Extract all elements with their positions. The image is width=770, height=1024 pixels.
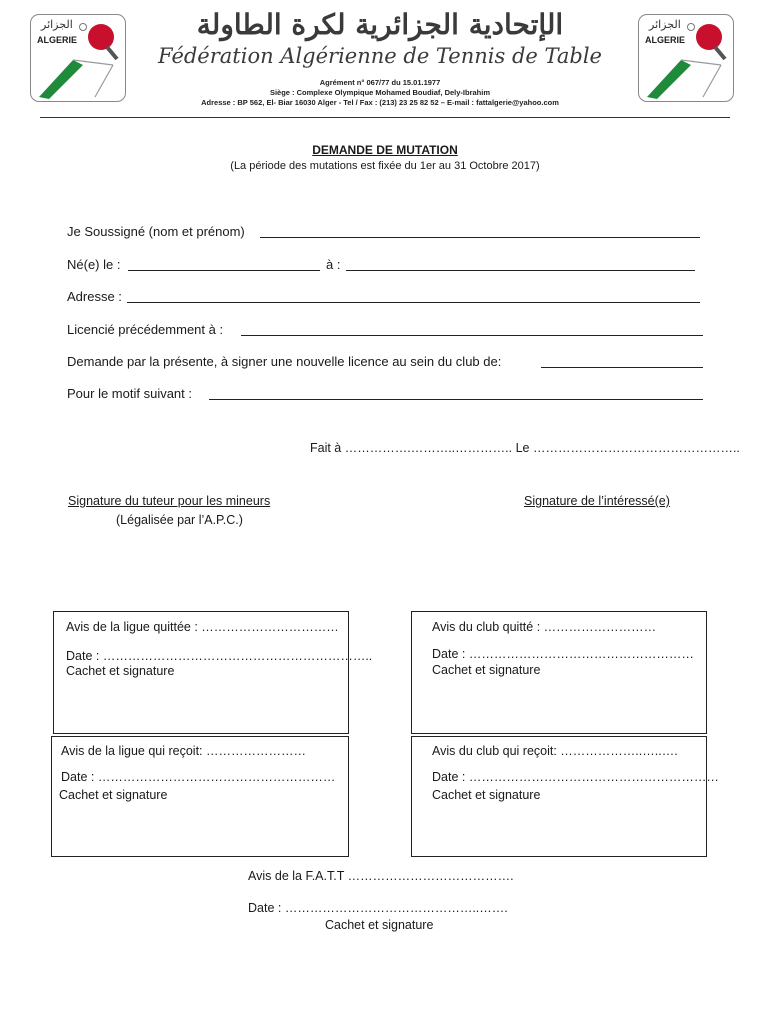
ligue-quittee-date: Date : ……………………………………………………….. bbox=[66, 649, 373, 663]
table-tennis-logo-icon bbox=[639, 15, 733, 101]
ligue-quittee-box bbox=[53, 611, 373, 734]
adresse-field[interactable] bbox=[127, 302, 700, 303]
adresse-label: Adresse : bbox=[67, 289, 122, 304]
tuteur-signature-label: Signature du tuteur pour les mineurs bbox=[68, 494, 271, 508]
arabic-federation-title: الإتحادية الجزائرية لكرة الطاولة bbox=[196, 8, 564, 41]
soussigne-label: Je Soussigné (nom et prénom) bbox=[67, 224, 245, 239]
ne-le-label: Né(e) le : bbox=[67, 257, 121, 272]
page-title: DEMANDE DE MUTATION bbox=[312, 143, 458, 157]
club-quitte-box bbox=[411, 611, 707, 734]
ligue-recoit-box bbox=[51, 736, 349, 857]
logo-label: ALGERIE bbox=[645, 35, 686, 45]
birth-date-field[interactable] bbox=[128, 270, 320, 271]
federation-logo-left bbox=[30, 14, 126, 102]
fatt-date: Date : ………………………………………..……. bbox=[248, 901, 508, 915]
tuteur-legalisation-note: (Légalisée par l’A.P.C.) bbox=[116, 513, 243, 527]
birth-place-field[interactable] bbox=[346, 270, 695, 271]
fatt-avis-label: Avis de la F.A.T.T …………………………………. bbox=[248, 869, 514, 883]
ligue-recoit-date: Date : ………………………………………………… bbox=[61, 770, 336, 784]
fatt-cachet: Cachet et signature bbox=[325, 918, 434, 932]
french-federation-title: Fédération Algérienne de Tennis de Table bbox=[158, 44, 602, 68]
new-club-field[interactable] bbox=[541, 367, 703, 368]
ligue-recoit-cachet: Cachet et signature bbox=[59, 788, 168, 802]
header-divider bbox=[40, 117, 730, 118]
club-recoit-label: Avis du club qui reçoit: ………………..…..…. bbox=[432, 744, 678, 758]
table-tennis-logo-icon bbox=[31, 15, 125, 101]
birth-place-label: à : bbox=[326, 257, 341, 272]
logo-arabic-text: الجزائر bbox=[41, 18, 73, 31]
agrement-line: Agrément n° 067/77 du 15.01.1977 bbox=[319, 78, 441, 87]
contact-line: Adresse : BP 562, El- Biar 16030 Alger - Tel / Fax : (213) 23 25 82 52 – E-mail : fattalgerie@yahoo.com bbox=[201, 98, 559, 107]
logo-label: ALGERIE bbox=[37, 35, 78, 45]
club-quitte-date: Date : ……………………………………………… bbox=[432, 647, 694, 661]
federation-logo-right bbox=[638, 14, 734, 102]
interesse-signature-label: Signature de l’intéressé(e) bbox=[524, 494, 670, 508]
motif-field[interactable] bbox=[209, 399, 703, 400]
licencie-label: Licencié précédemment à : bbox=[67, 322, 224, 337]
club-quitte-label: Avis du club quitté : ……………………… bbox=[432, 620, 657, 634]
ligue-quittee-cachet: Cachet et signature bbox=[66, 664, 175, 678]
logo-arabic-text: الجزائر bbox=[649, 18, 681, 31]
siege-line: Siège : Complexe Olympique Mohamed Boudiaf, Dely-Ibrahim bbox=[269, 88, 491, 97]
soussigne-field[interactable] bbox=[260, 237, 700, 238]
motif-label: Pour le motif suivant : bbox=[67, 386, 192, 401]
club-quitte-cachet: Cachet et signature bbox=[432, 663, 541, 677]
club-recoit-box bbox=[411, 736, 719, 857]
fait-a-line: Fait à …………….………..………….. Le ………………………………………….. bbox=[310, 441, 740, 455]
page-subtitle: (La période des mutations est fixée du 1er au 31 Octobre 2017) bbox=[230, 160, 540, 172]
club-recoit-cachet: Cachet et signature bbox=[432, 788, 541, 802]
club-recoit-date: Date : …………………………………………………… bbox=[432, 770, 719, 784]
ligue-recoit-label: Avis de la ligue qui reçoit: …………………… bbox=[61, 744, 306, 758]
ligue-quittee-label: Avis de la ligue quittée : …………………………… bbox=[66, 620, 339, 634]
demande-label: Demande par la présente, à signer une nouvelle licence au sein du club de: bbox=[67, 354, 502, 369]
licencie-field[interactable] bbox=[241, 335, 703, 336]
